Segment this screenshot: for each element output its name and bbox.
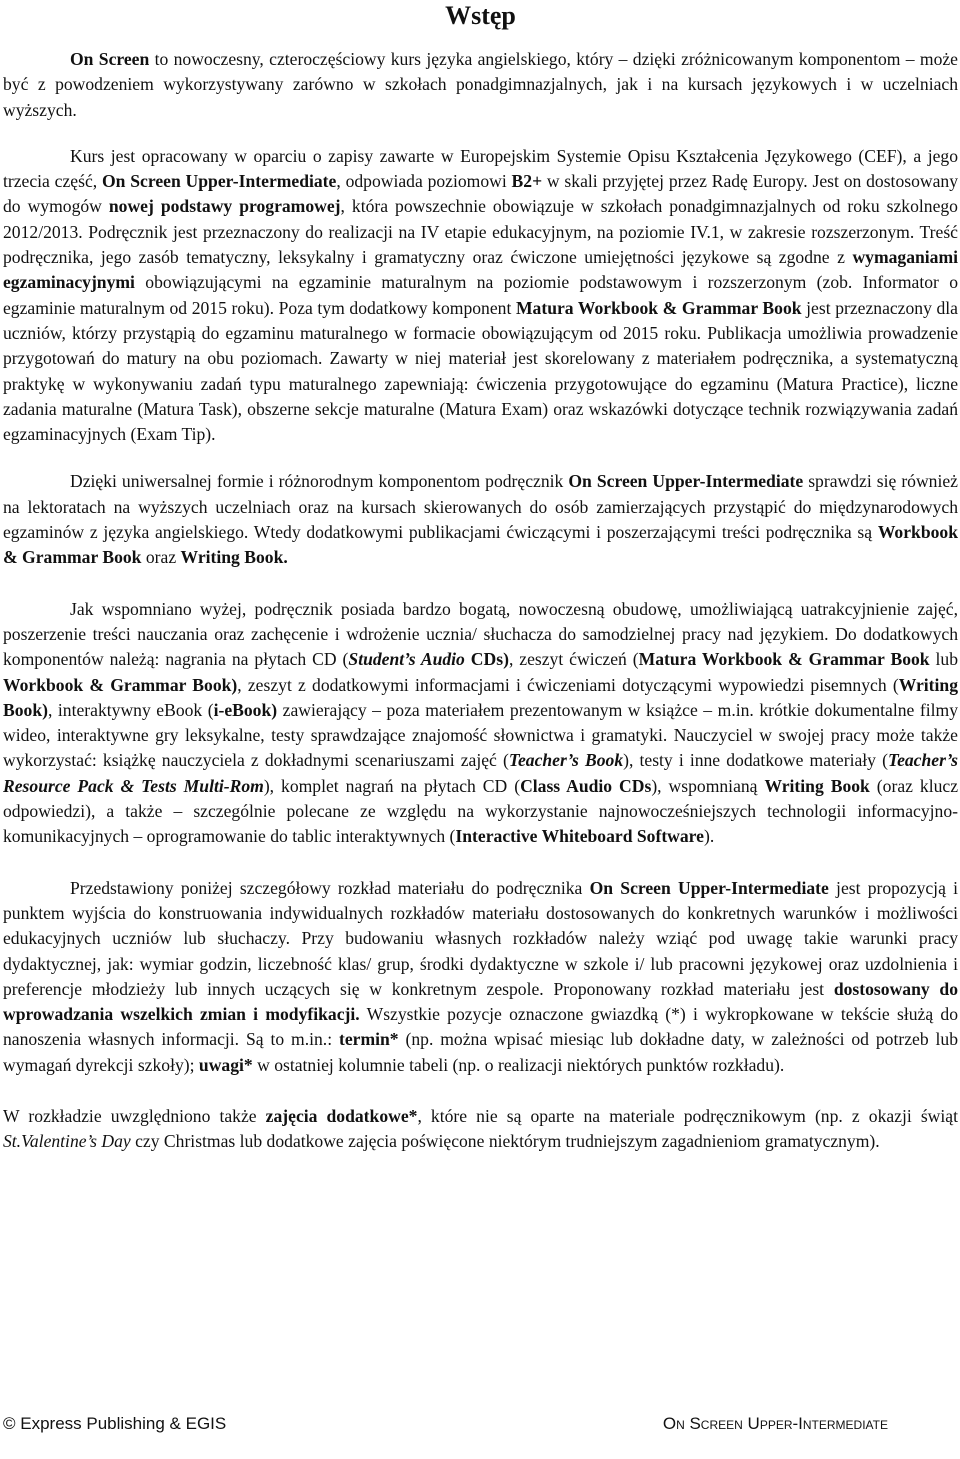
text-run: to nowoczesny, czteroczęściowy kurs języka angielskiego, który – dzięki zróżnicowanym komponentom – może być z powodzeniem wykorzystywany zarówno w szkołach ponadgimnazjalnych, jak i na kursach językowych i w uczelniach wyższych. [3,49,958,120]
footer-book-title: On Screen Upper-Intermediate [662,1414,888,1433]
paragraph-gap [3,850,958,876]
text-run: On Screen Upper-Intermediate [568,471,804,492]
paragraph-universal-form [3,469,958,570]
paragraph-extra-lessons [3,1104,958,1155]
text-run: Writing Book) [3,674,958,720]
text-run: Dzięki uniwersalnej formie i różnorodnym komponentom podręcznik [70,471,569,492]
text-run: On Screen [70,49,150,69]
paragraph-gap [3,447,958,469]
text-run: jest propozycją i punktem wyjścia do konstruowania indywidualnych rozkładów materiału dostosowanych do konkretnych warunków i możliwości edukacyjnych uczniów lub słuchaczy. Przy budowaniu własnych rozkładów należy wziąć pod uwagę takie warunki pracy dydaktycznej, jak: wymiar godzin, liczebność klas/ grup, środki dydaktyczne w szkole i/ lub pracowni językowej oraz uzdolnienia i preferencje młodzieży lub innych uczących się w konkretnym zespole. Proponowany rozkład materiału jest [3,877,958,999]
paragraph-intro [3,47,958,123]
text-run: , która powszechnie obowiązuje w szkołach ponadgimnazjalnych od roku szkolnego 2012/2013. Podręcznik jest przeznaczony do realizacji na IV etapie edukacyjnym, na poziomie IV.1, w zakresie rozszerzonym. Treść podręcznika, jego zasób tematyczny, leksykalny i gramatyczny oraz ćwiczone umiejętności językowe są zgodne z [3,196,958,268]
text-run: sprawdzi się również na lektoratach na wyższych uczelniach oraz na kursach skierowanych do osób zamierzających przystąpić do międzynarodowych egzaminów z języka angielskiego. Wtedy dodatkowymi publikacjami ćwiczącymi i poszerzającymi treści podręcznika są [3,471,958,543]
text-run: Writing Book. [180,547,288,568]
paragraph-gap [3,123,958,144]
text-run: Przedstawiony poniżej szczegółowy rozkład materiału do podręcznika [70,877,590,898]
text-run: On Screen Upper-Intermediate [101,171,337,192]
paragraph-gap [3,1078,958,1104]
text-run: lub [929,649,959,670]
page-title: Wstęp [445,1,516,30]
text-run: ), wspomnianą [651,775,765,796]
paragraph-course-description [3,144,958,448]
text-run: W rozkładzie uwzględniono także [3,1105,266,1126]
text-run: , zeszyt ćwiczeń ( [508,649,639,670]
text-run: St.Valentine’s Day [3,1131,131,1152]
text-run: czy Christmas lub dodatkowe zajęcia poświęcone niektórym trudniejszym zagadnieniom gramatycznym). [130,1131,880,1152]
text-run: Interactive Whiteboard Software [455,826,704,847]
text-run: dostosowany do wprowadzania wszelkich zmian i modyfikacji. [3,978,958,1025]
text-run: w skali przyjętej przez Radę Europy. Jest on dostosowany do wymogów [3,171,958,217]
paragraph-components [3,597,958,850]
text-run: nowej podstawy programowej [108,196,341,217]
text-run: , które nie są oparte na materiale podręcznikowym (np. z okazji świąt [417,1105,958,1126]
text-run: wymaganiami egzaminacyjnymi [3,247,958,293]
text-run: uwagi* [198,1054,253,1075]
text-run: Jak wspomniano wyżej, podręcznik posiada bardzo bogatą, nowoczesną obudowę, umożliwiającą uatrakcyjnienie zajęć, poszerzenie treści nauczania oraz zachęcenie i wdrożenie ucznia/ słuchacza do samodzielnej pracy nad językiem. Do dodatkowych komponentów należą: nagrania na płytach CD ( [3,598,958,670]
text-run: oraz [141,547,181,568]
text-run: Student’s Audio [348,649,465,670]
text-run: Workbook & Grammar Book) [3,674,238,695]
text-run: ). [703,826,715,847]
text-run: B2+ [511,171,543,192]
text-run: ), testy i inne dodatkowe materiały ( [623,750,888,771]
text-run: zajęcia dodatkowe* [265,1105,418,1126]
text-run: (oraz klucz odpowiedzi), a także – szczególnie polecane ze względu na wykorzystanie najnowocześniejszych technologii informacyjno-komunikacyjnych – oprogramowanie do tablic interaktywnych ( [3,775,958,847]
text-run: jest przeznaczony dla uczniów, którzy przystąpią do egzaminu maturalnego w formacie obowiązującym od 2015 roku. Publikacja umożliwia prowadzenie przygotowań do matury na obu poziomach. Zawarty w niej materiał jest skorelowany z materiałem podręcznika, a systematyczną praktykę w wykonywaniu zadań typu maturalnego zapewniają: ćwiczenia przygotowujące do egzaminu (Matura Practice), liczne zadania maturalne (Matura Task), obszerne sekcje maturalne (Matura Exam) oraz wskazówki dotyczące technik rozwiązywania zadań egzaminacyjnych (Exam Tip). [3,297,958,445]
page-footer [3,1412,888,1436]
text-run: Teacher’s Resource Pack & Tests Multi-Rom [3,750,958,796]
text-run: , odpowiada poziomowi [336,171,512,192]
text-run: Matura Workbook & Grammar Book [638,649,930,670]
text-run: Kurs jest opracowany w oparciu o zapisy zawarte w Europejskim Systemie Opisu Kształcenia Językowego (CEF), a jego trzecia część, [3,145,958,192]
text-run: , interaktywny eBook ( [47,699,214,720]
text-run: On Screen Upper-Intermediate [589,877,829,898]
text-run: ), komplet nagrań na płytach CD ( [263,775,521,796]
text-run: Class Audio CDs [520,775,652,796]
text-run: i-eBook) [213,699,278,720]
text-run: obowiązującymi na egzaminie maturalnym na poziomie podstawowym i rozszerzonym (zob. Informator o egzaminie maturalnym od 2015 roku). Poza tym dodatkowy komponent [3,272,958,318]
text-run: Writing Book [764,775,870,796]
paragraph-material-plan [3,876,958,1078]
text-run: w ostatniej kolumnie tabeli (np. o realizacji niektórych punktów rozkładu). [252,1054,785,1075]
text-run: zawierający – poza materiałem prezentowanym w książce – m.in. krótkie dokumentalne filmy wideo, interaktywne gry leksykalne, testy sprawdzające znajomość słownictwa i gramatyki. Nauczyciel w swojej pracy może także wykorzystać: książkę nauczyciela z dokładnymi scenariuszami zajęć ( [3,699,959,771]
text-run: Matura Workbook & Grammar Book [515,297,802,318]
text-run: Wszystkie pozycje oznaczone gwiazdką (*) i wykropkowane w tekście służą do nanoszenia własnych informacji. Są to m.in.: [3,1004,958,1050]
paragraph-gap [3,571,958,597]
text-run: Teacher’s Book [508,750,624,771]
text-run: Workbook & Grammar Book [3,522,958,568]
text-run: termin* [339,1029,399,1050]
text-run: , zeszyt z dodatkowymi informacjami i ćwiczeniami dotyczącymi wypowiedzi pisemnych ( [237,674,899,695]
footer-copyright: © Express Publishing & EGIS [3,1414,227,1433]
text-run: (np. można wpisać miesiąc lub dokładne daty, w zależności od potrzeb lub wymagań dyrekcji szkoły); [3,1029,959,1075]
text-run: CDs) [464,649,509,670]
